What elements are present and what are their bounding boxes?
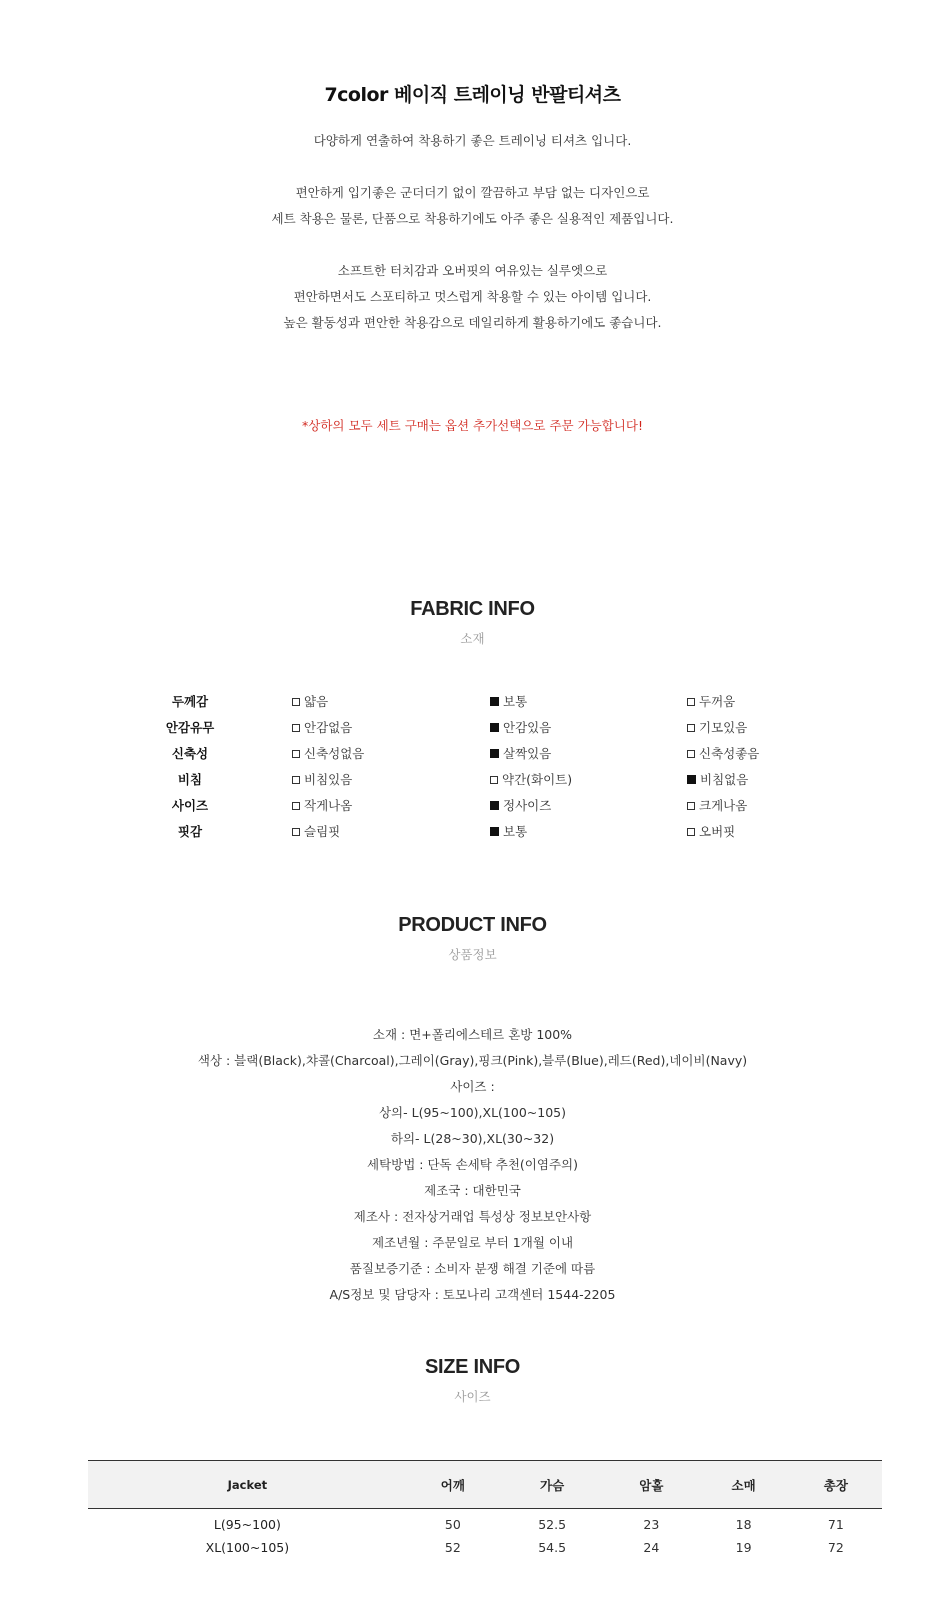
size-cell: 72	[827, 1540, 844, 1555]
fabric-option-label: 작게나옴	[304, 798, 353, 813]
unchecked-box-icon	[292, 698, 300, 706]
fabric-option	[292, 744, 364, 762]
fabric-option-label: 보통	[503, 824, 528, 839]
intro-line: 편안하게 입기좋은 군더더기 없이 깔끔하고 부담 없는 디자인으로	[295, 185, 650, 200]
product-info-line: 사이즈 :	[450, 1079, 495, 1094]
fabric-info-title: FABRIC INFO	[410, 598, 535, 620]
product-info-line: 품질보증기준 : 소비자 분쟁 해결 기준에 따름	[349, 1261, 596, 1276]
fabric-row	[150, 766, 850, 792]
fabric-row-label: 비침	[177, 772, 203, 787]
size-cell: 50	[444, 1517, 461, 1533]
intro-paragraph	[0, 180, 945, 232]
checked-box-icon	[490, 697, 499, 706]
checked-box-icon	[687, 775, 696, 784]
product-info-line: 소재 : 면+폴리에스테르 혼방 100%	[372, 1027, 573, 1042]
product-info-line: 제조국 : 대한민국	[424, 1183, 521, 1198]
fabric-option	[687, 718, 747, 736]
fabric-option	[490, 718, 551, 736]
fabric-row-label: 신축성	[171, 746, 209, 761]
fabric-option-label: 안감없음	[304, 720, 353, 735]
fabric-option-label: 크게나옴	[699, 798, 748, 813]
checked-box-icon	[490, 723, 499, 732]
fabric-row	[150, 792, 850, 818]
fabric-option	[687, 822, 735, 840]
unchecked-box-icon	[687, 724, 695, 732]
checked-box-icon	[490, 801, 499, 810]
intro-line: 다양하게 연출하여 착용하기 좋은 트레이닝 티셔츠 입니다.	[313, 133, 632, 148]
unchecked-box-icon	[292, 802, 300, 810]
product-info-line: 제조사 : 전자상거래업 특성상 정보보안사항	[353, 1209, 592, 1224]
fabric-row	[150, 740, 850, 766]
intro-paragraph	[0, 128, 945, 154]
fabric-option	[292, 718, 352, 736]
size-cell: 52	[444, 1540, 461, 1555]
intro-line: 세트 착용은 물론, 단품으로 착용하기에도 아주 좋은 실용적인 제품입니다.	[271, 211, 674, 226]
fabric-option	[490, 796, 551, 814]
size-cell: 23	[643, 1517, 660, 1533]
checked-box-icon	[490, 749, 499, 758]
fabric-row	[150, 818, 850, 844]
unchecked-box-icon	[687, 698, 695, 706]
size-cell: XL(100~105)	[205, 1540, 290, 1555]
product-info-line: 색상 : 블랙(Black),챠콜(Charcoal),그레이(Gray),핑크(Pink),블루(Blue),레드(Red),네이비(Navy)	[197, 1053, 748, 1068]
fabric-option	[292, 822, 340, 840]
size-cell: 24	[643, 1540, 660, 1555]
size-table	[88, 1460, 882, 1561]
table-row	[88, 1535, 882, 1561]
product-info-title: PRODUCT INFO	[398, 914, 547, 936]
size-cell: 52.5	[538, 1517, 567, 1533]
product-info-line: 세탁방법 : 단독 손세탁 추천(이염주의)	[367, 1157, 578, 1172]
intro-paragraph	[0, 258, 945, 336]
fabric-option	[490, 744, 551, 762]
fabric-row-label: 사이즈	[171, 798, 209, 813]
fabric-option-label: 신축성좋음	[699, 746, 760, 761]
size-cell: L(95~100)	[213, 1517, 281, 1533]
fabric-option-label: 오버핏	[699, 824, 736, 839]
fabric-option	[490, 692, 527, 710]
fabric-option	[687, 744, 759, 762]
fabric-row-label: 핏감	[177, 824, 203, 839]
intro-line: 소프트한 터치감과 오버핏의 여유있는 실루엣으로	[337, 263, 608, 278]
product-info-line: 하의- L(28~30),XL(30~32)	[390, 1131, 555, 1146]
size-info-title: SIZE INFO	[424, 1356, 521, 1378]
fabric-option	[292, 796, 352, 814]
fabric-option	[687, 770, 748, 788]
size-header-cell: 총장	[790, 1461, 882, 1509]
fabric-option-label: 비침있음	[304, 772, 353, 787]
size-cell: 19	[735, 1540, 752, 1555]
fabric-option	[687, 692, 735, 710]
fabric-option	[490, 770, 572, 788]
size-header-cell: 가슴	[499, 1461, 605, 1509]
unchecked-box-icon	[687, 750, 695, 758]
size-info-subtitle: 사이즈	[454, 1389, 491, 1404]
unchecked-box-icon	[490, 776, 498, 784]
product-info-line: A/S정보 및 담당자 : 토모나리 고객센터 1544-2205	[329, 1287, 616, 1302]
fabric-row-label: 안감유무	[165, 720, 215, 735]
fabric-option-label: 정사이즈	[503, 798, 552, 813]
product-info-line: 제조년월 : 주문일로 부터 1개월 이내	[371, 1235, 574, 1250]
fabric-option	[687, 796, 747, 814]
fabric-option	[292, 692, 328, 710]
product-info-list	[0, 1022, 945, 1308]
product-info-subtitle: 상품정보	[448, 947, 497, 962]
fabric-option	[490, 822, 527, 840]
size-cell: 54.5	[538, 1540, 567, 1555]
fabric-option-label: 슬림핏	[304, 824, 341, 839]
fabric-row	[150, 688, 850, 714]
fabric-option-label: 얇음	[304, 694, 329, 709]
unchecked-box-icon	[687, 802, 695, 810]
checked-box-icon	[490, 827, 499, 836]
fabric-option-label: 보통	[503, 694, 528, 709]
fabric-row	[150, 714, 850, 740]
table-row	[88, 1509, 882, 1535]
intro-line: 편안하면서도 스포티하고 멋스럽게 착용할 수 있는 아이템 입니다.	[293, 289, 652, 304]
intro-line: 높은 활동성과 편안한 착용감으로 데일리하게 활용하기에도 좋습니다.	[283, 315, 662, 330]
intro-text	[0, 128, 945, 362]
unchecked-box-icon	[292, 776, 300, 784]
size-header-cell: 암홀	[605, 1461, 697, 1509]
product-title: 7color 베이직 트레이닝 반팔티셔츠	[324, 84, 621, 106]
unchecked-box-icon	[292, 750, 300, 758]
fabric-option-label: 두꺼움	[699, 694, 736, 709]
fabric-info-subtitle: 소재	[460, 631, 485, 646]
size-cell: 71	[827, 1517, 844, 1533]
fabric-row-label: 두께감	[171, 694, 209, 709]
set-purchase-notice: *상하의 모두 세트 구매는 옵션 추가선택으로 주문 가능합니다!	[302, 418, 643, 433]
fabric-option-label: 비침없음	[700, 772, 749, 787]
size-table-header-row	[88, 1461, 882, 1509]
fabric-option-label: 신축성없음	[304, 746, 365, 761]
unchecked-box-icon	[292, 828, 300, 836]
size-header-cell: 어깨	[407, 1461, 499, 1509]
fabric-option-label: 기모있음	[699, 720, 748, 735]
fabric-option-label: 약간(화이트)	[502, 772, 573, 787]
unchecked-box-icon	[292, 724, 300, 732]
fabric-option-label: 안감있음	[503, 720, 552, 735]
fabric-table	[150, 688, 850, 844]
size-header-cell: 소매	[697, 1461, 789, 1509]
fabric-option	[292, 770, 352, 788]
product-info-line: 상의- L(95~100),XL(100~105)	[378, 1105, 567, 1120]
fabric-option-label: 살짝있음	[503, 746, 552, 761]
size-cell: 18	[735, 1517, 752, 1533]
size-header-cell: Jacket	[88, 1461, 407, 1509]
unchecked-box-icon	[687, 828, 695, 836]
